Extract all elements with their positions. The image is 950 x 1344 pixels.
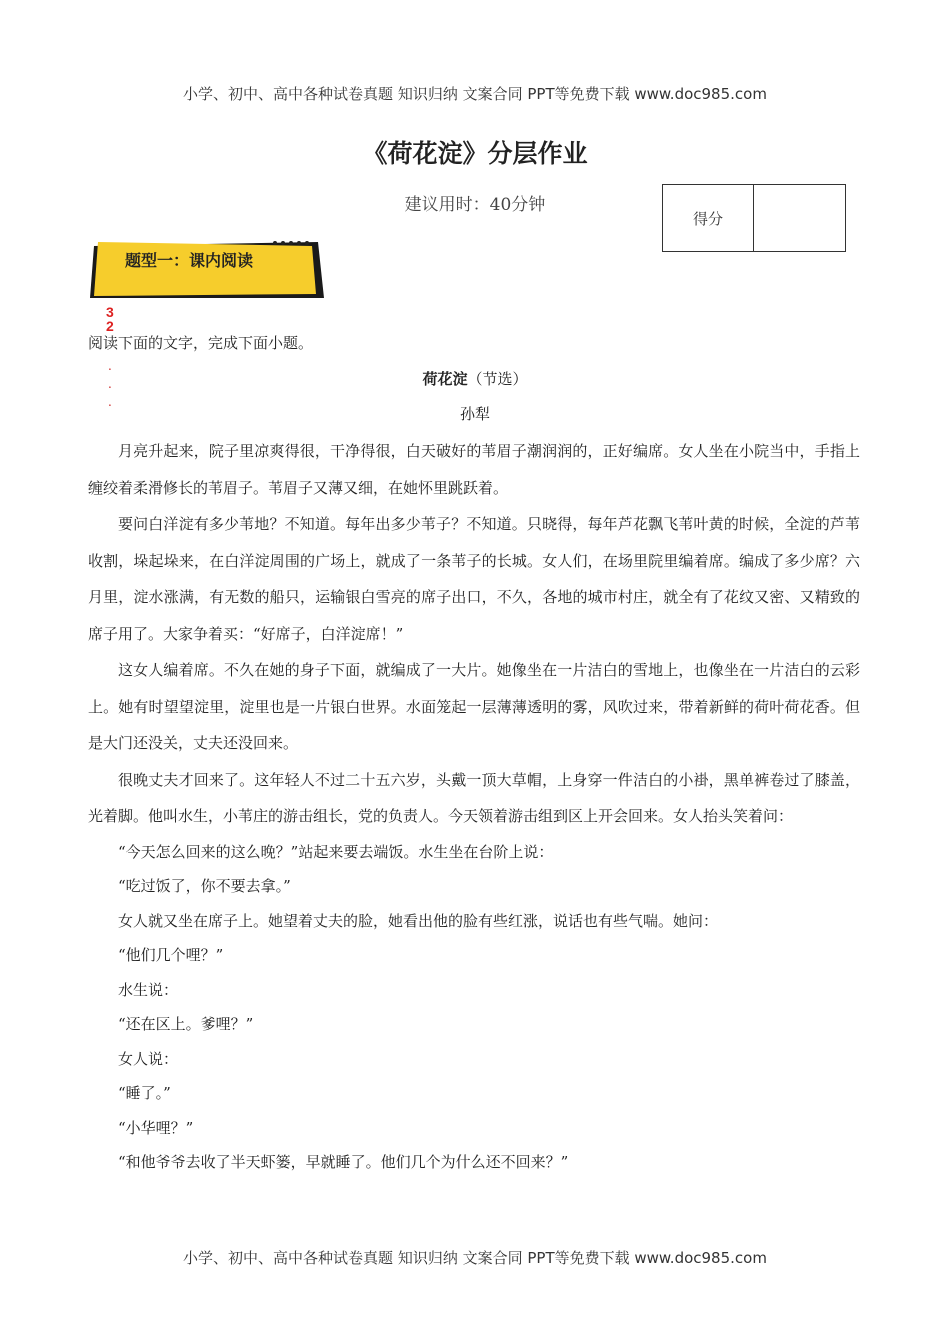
paragraph: “吃过饭了，你不要去拿。” <box>118 877 291 895</box>
paragraph: 女人就又坐在席子上。她望着丈夫的脸，她看出他的脸有些红涨，说话也有些气喘。她问： <box>118 911 719 930</box>
paragraph: 这女人编着席。不久在她的身子下面，就编成了一大片。她像坐在一片洁白的雪地上，也像坐在一片洁白的云彩上。她有时望望淀里，淀里也是一片银白世界。水面笼起一层薄薄透明的雾，风吹过来，带着新鲜的荷叶荷花香。但是大门还没关，丈夫还没回来。 <box>88 661 860 752</box>
score-value-cell[interactable] <box>754 185 845 251</box>
section-label: 题型一：课内阅读 <box>125 251 254 270</box>
side-dot: . <box>108 359 112 373</box>
score-label: 得分 <box>663 185 754 251</box>
footer-banner: 小学、初中、高中各种试卷真题 知识归纳 文案合同 PPT等免费下载 www.doc985.com <box>183 1249 767 1267</box>
passage-title: 荷花淀 <box>422 370 468 388</box>
passage-heading <box>0 368 950 389</box>
score-box <box>662 184 846 252</box>
passage-note: （节选） <box>467 370 528 388</box>
paragraph: “他们几个哩？” <box>118 946 224 964</box>
section-banner <box>90 240 324 302</box>
paragraph: “今天怎么回来的这么晚？”站起来要去端饭。水生坐在台阶上说： <box>118 842 554 861</box>
paragraph: “和他爷爷去收了半天虾篓，早就睡了。他们几个为什么还不回来？” <box>118 1153 569 1171</box>
side-dot: . <box>108 377 112 391</box>
passage-body <box>88 433 860 1180</box>
paragraph: “睡了。” <box>118 1084 171 1102</box>
document-title: 《荷花淀》分层作业 <box>362 139 588 168</box>
paragraph: “小华哩？” <box>118 1118 194 1137</box>
suggested-time: 建议用时：40分钟 <box>404 195 546 215</box>
paragraph: 女人说： <box>118 1049 179 1068</box>
passage-author: 孙犁 <box>459 405 490 423</box>
side-dot: . <box>108 395 112 409</box>
paragraph: 月亮升起来，院子里凉爽得很，干净得很，白天破好的苇眉子潮润润的，正好编席。女人坐在小院当中，手指上缠绞着柔滑修长的苇眉子。苇眉子又薄又细，在她怀里跳跃着。 <box>88 442 860 497</box>
instruction: 阅读下面的文字，完成下面小题。 <box>88 334 314 352</box>
paragraph: 水生说： <box>118 980 179 999</box>
side-number: 32 <box>106 304 114 334</box>
header-banner: 小学、初中、高中各种试卷真题 知识归纳 文案合同 PPT等免费下载 www.doc985.com <box>183 85 767 103</box>
paragraph: 很晚丈夫才回来了。这年轻人不过二十五六岁，头戴一顶大草帽，上身穿一件洁白的小褂，黑单裤卷过了膝盖，光着脚。他叫水生，小苇庄的游击组长，党的负责人。今天领着游击组到区上开会回来。女人抬头笑着问： <box>88 770 860 825</box>
paragraph: “还在区上。爹哩？” <box>118 1015 254 1033</box>
paragraph: 要问白洋淀有多少苇地？不知道。每年出多少苇子？不知道。只晓得，每年芦花飘飞苇叶黄的时候，全淀的芦苇收割，垛起垛来，在白洋淀周围的广场上，就成了一条苇子的长城。女人们，在场里院里编着席。编成了多少席？六月里，淀水涨满，有无数的船只，运输银白雪亮的席子出口，不久，各地的城市村庄，就全有了花纹又密、又精致的席子用了。大家争着买：“好席子，白洋淀席！” <box>88 515 860 643</box>
